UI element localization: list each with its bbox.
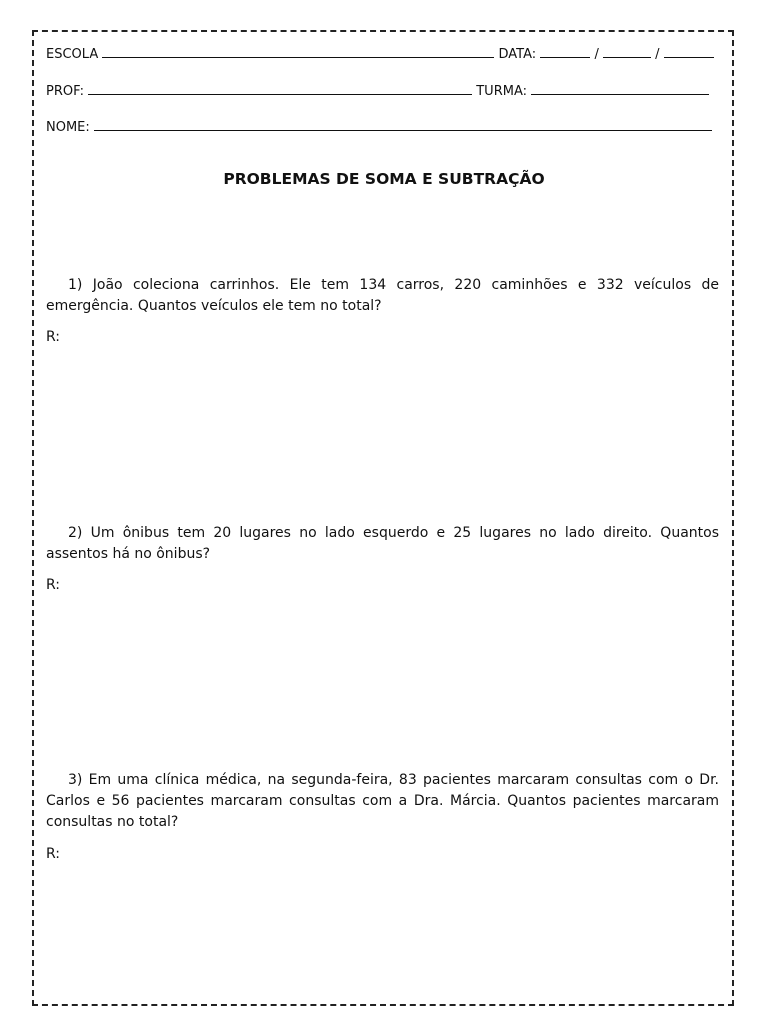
date-day-field[interactable] <box>540 45 590 58</box>
prof-field[interactable] <box>88 82 472 95</box>
answer-label-2: R: <box>46 577 61 593</box>
answer-label-1: R: <box>46 329 61 345</box>
prof-label: PROF: <box>46 84 84 99</box>
data-label: DATA: <box>498 47 537 62</box>
turma-label: TURMA: <box>476 84 527 99</box>
page-title: PROBLEMAS DE SOMA E SUBTRAÇÃO <box>223 170 545 188</box>
turma-field[interactable] <box>531 82 709 95</box>
date-month-field[interactable] <box>603 45 651 58</box>
date-separator: / <box>594 47 599 62</box>
escola-field[interactable] <box>102 45 494 58</box>
prof-row <box>46 82 709 99</box>
nome-field[interactable] <box>94 118 712 131</box>
escola-row <box>46 45 714 62</box>
date-separator: / <box>655 47 660 62</box>
nome-row <box>46 118 712 135</box>
question-1: 1) João coleciona carrinhos. Ele tem 134 carros, 220 caminhões e 332 veículos de emergência. Quantos veículos ele tem no total? <box>46 277 719 314</box>
answer-label-3: R: <box>46 846 61 862</box>
date-year-field[interactable] <box>664 45 714 58</box>
escola-label: ESCOLA <box>46 47 99 62</box>
question-3: 3) Em uma clínica médica, na segunda-feira, 83 pacientes marcaram consultas com o Dr. Carlos e 56 pacientes marcaram consultas com a Dra. Márcia. Quantos pacientes marcaram consultas no total? <box>46 772 719 830</box>
question-2: 2) Um ônibus tem 20 lugares no lado esquerdo e 25 lugares no lado direito. Quantos assentos há no ônibus? <box>46 525 719 562</box>
nome-label: NOME: <box>46 120 90 135</box>
